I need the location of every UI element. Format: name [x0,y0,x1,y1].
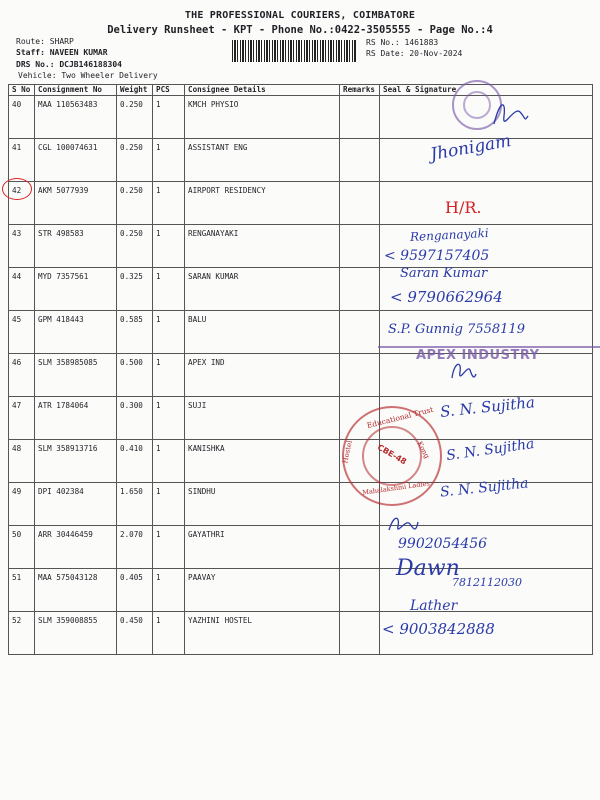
cell-pcs: 1 [153,526,185,569]
cell-weight: 0.500 [117,354,153,397]
cell-remarks [340,96,380,139]
signature-row-43: Renganayaki [409,225,489,245]
cell-seal [380,182,593,225]
cell-consignee: SINDHU [185,483,340,526]
phone-row-44: < 9790662964 [390,288,503,306]
signature-row-47: S. N. Sujitha [439,393,536,421]
col-consignee: Consignee Details [185,85,340,96]
cell-sno: 49 [9,483,35,526]
cell-pcs: 1 [153,569,185,612]
cell-remarks [340,526,380,569]
cell-pcs: 1 [153,96,185,139]
cell-remarks [340,612,380,655]
cell-consignee: RENGANAYAKI [185,225,340,268]
seal-stamp-inner [463,91,491,119]
col-consignment: Consignment No [35,85,117,96]
table-row [9,569,593,612]
cell-consignment: SLM 358913716 [35,440,117,483]
cell-weight: 0.325 [117,268,153,311]
cell-consignment: MYD 7357561 [35,268,117,311]
cell-consignment: MAA 575043128 [35,569,117,612]
col-weight: Weight [117,85,153,96]
cell-sno: 50 [9,526,35,569]
cell-sno: 51 [9,569,35,612]
runsheet-table [8,84,593,655]
table-row [9,526,593,569]
trust-stamp-text-right: Kong [415,440,431,460]
cell-consignee: YAZHINI HOSTEL [185,612,340,655]
cell-pcs: 1 [153,483,185,526]
cell-consignment: DPI 402384 [35,483,117,526]
row-highlight-circle [2,178,32,200]
cell-remarks [340,139,380,182]
cell-pcs: 1 [153,612,185,655]
remark-row-42: H/R. [445,198,482,217]
cell-consignee: BALU [185,311,340,354]
signature-row-48: S. N. Sujitha [445,435,536,465]
signature-row-50 [386,512,420,536]
cell-sno: 41 [9,139,35,182]
runsheet-subtitle: Delivery Runsheet - KPT - Phone No.:0422-3505555 - Page No.:4 [107,24,493,36]
rs-date: RS Date: 20-Nov-2024 [366,49,463,58]
trust-stamp-text-left: Hostel [341,439,354,465]
signature-row-52: Lather [410,598,458,614]
cell-pcs: 1 [153,354,185,397]
cell-sno: 45 [9,311,35,354]
table-row [9,182,593,225]
cell-weight: 0.250 [117,182,153,225]
cell-consignee: KANISHKA [185,440,340,483]
cell-sno: 48 [9,440,35,483]
trust-stamp-text-bottom: Mahalakshmi Ladies [361,479,431,497]
cell-remarks [340,182,380,225]
cell-sno: 42 [9,182,35,225]
cell-sno: 40 [9,96,35,139]
cell-consignee: GAYATHRI [185,526,340,569]
cell-consignment: ATR 1784064 [35,397,117,440]
cell-consignee: AIRPORT RESIDENCY [185,182,340,225]
col-pcs: PCS [153,85,185,96]
vehicle-label: Vehicle: Two Wheeler Delivery [18,71,158,80]
table-row [9,268,593,311]
rs-number: RS No.: 1461883 [366,38,439,47]
phone-row-51: 7812112030 [452,576,522,589]
col-seal-signature: Seal & Signature [380,85,593,96]
cell-consignment: MAA 110563483 [35,96,117,139]
cell-weight: 0.250 [117,96,153,139]
cell-remarks [340,268,380,311]
cell-consignment: GPM 418443 [35,311,117,354]
cell-weight: 0.300 [117,397,153,440]
cell-consignment: AKM 5077939 [35,182,117,225]
cell-consignment: SLM 359008855 [35,612,117,655]
cell-remarks [340,225,380,268]
cell-sno: 46 [9,354,35,397]
cell-sno: 43 [9,225,35,268]
cell-remarks [340,311,380,354]
cell-consignment: STR 498583 [35,225,117,268]
cell-consignment: CGL 100074631 [35,139,117,182]
cell-sno: 44 [9,268,35,311]
table-header-row [9,85,593,96]
cell-weight: 0.250 [117,225,153,268]
cell-consignment: SLM 358985085 [35,354,117,397]
cell-pcs: 1 [153,225,185,268]
signature-row-46 [448,356,478,384]
phone-row-50: 9902054456 [398,536,488,552]
cell-weight: 0.410 [117,440,153,483]
cell-pcs: 1 [153,182,185,225]
cell-pcs: 1 [153,311,185,354]
cell-sno: 47 [9,397,35,440]
phone-row-43: < 9597157405 [384,248,490,264]
col-remarks: Remarks [340,85,380,96]
cell-consignee: SARAN KUMAR [185,268,340,311]
signature-row-51: Dawn [396,556,460,581]
signature-row-45: S.P. Gunnig 7558119 [388,322,525,337]
drs-label: DRS No.: DCJB146188304 [16,60,122,69]
cell-remarks [340,354,380,397]
cell-pcs: 1 [153,268,185,311]
cell-consignee: KMCH PHYSIO [185,96,340,139]
signature-mark [490,96,530,130]
signature-row-41: Jhonigam [428,131,513,165]
table-row [9,612,593,655]
cell-weight: 1.650 [117,483,153,526]
cell-weight: 0.450 [117,612,153,655]
cell-pcs: 1 [153,397,185,440]
apex-stamp-text: APEX INDUSTRY [416,348,540,363]
staff-label: Staff: NAVEEN KUMAR [16,48,108,57]
barcode [232,40,356,62]
cell-consignee: PAAVAY [185,569,340,612]
cell-sno: 52 [9,612,35,655]
table-row [9,225,593,268]
trust-stamp-text-center: CBE-48 [375,442,409,467]
route-label: Route: SHARP [16,37,74,46]
company-title: THE PROFESSIONAL COURIERS, COIMBATORE [184,10,416,21]
signature-row-49: S. N. Sujitha [439,475,530,501]
cell-pcs: 1 [153,139,185,182]
cell-consignee: ASSISTANT ENG [185,139,340,182]
cell-consignee: APEX IND [185,354,340,397]
cell-remarks [340,569,380,612]
col-sno: S No [9,85,35,96]
cell-consignee: SUJI [185,397,340,440]
cell-pcs: 1 [153,440,185,483]
phone-row-52: < 9003842888 [382,620,495,638]
cell-weight: 0.250 [117,139,153,182]
cell-consignment: ARR 30446459 [35,526,117,569]
signature-row-44: Saran Kumar [400,266,488,281]
cell-weight: 2.070 [117,526,153,569]
trust-stamp-text-top: Educational Trust [365,404,435,431]
cell-weight: 0.405 [117,569,153,612]
cell-weight: 0.585 [117,311,153,354]
